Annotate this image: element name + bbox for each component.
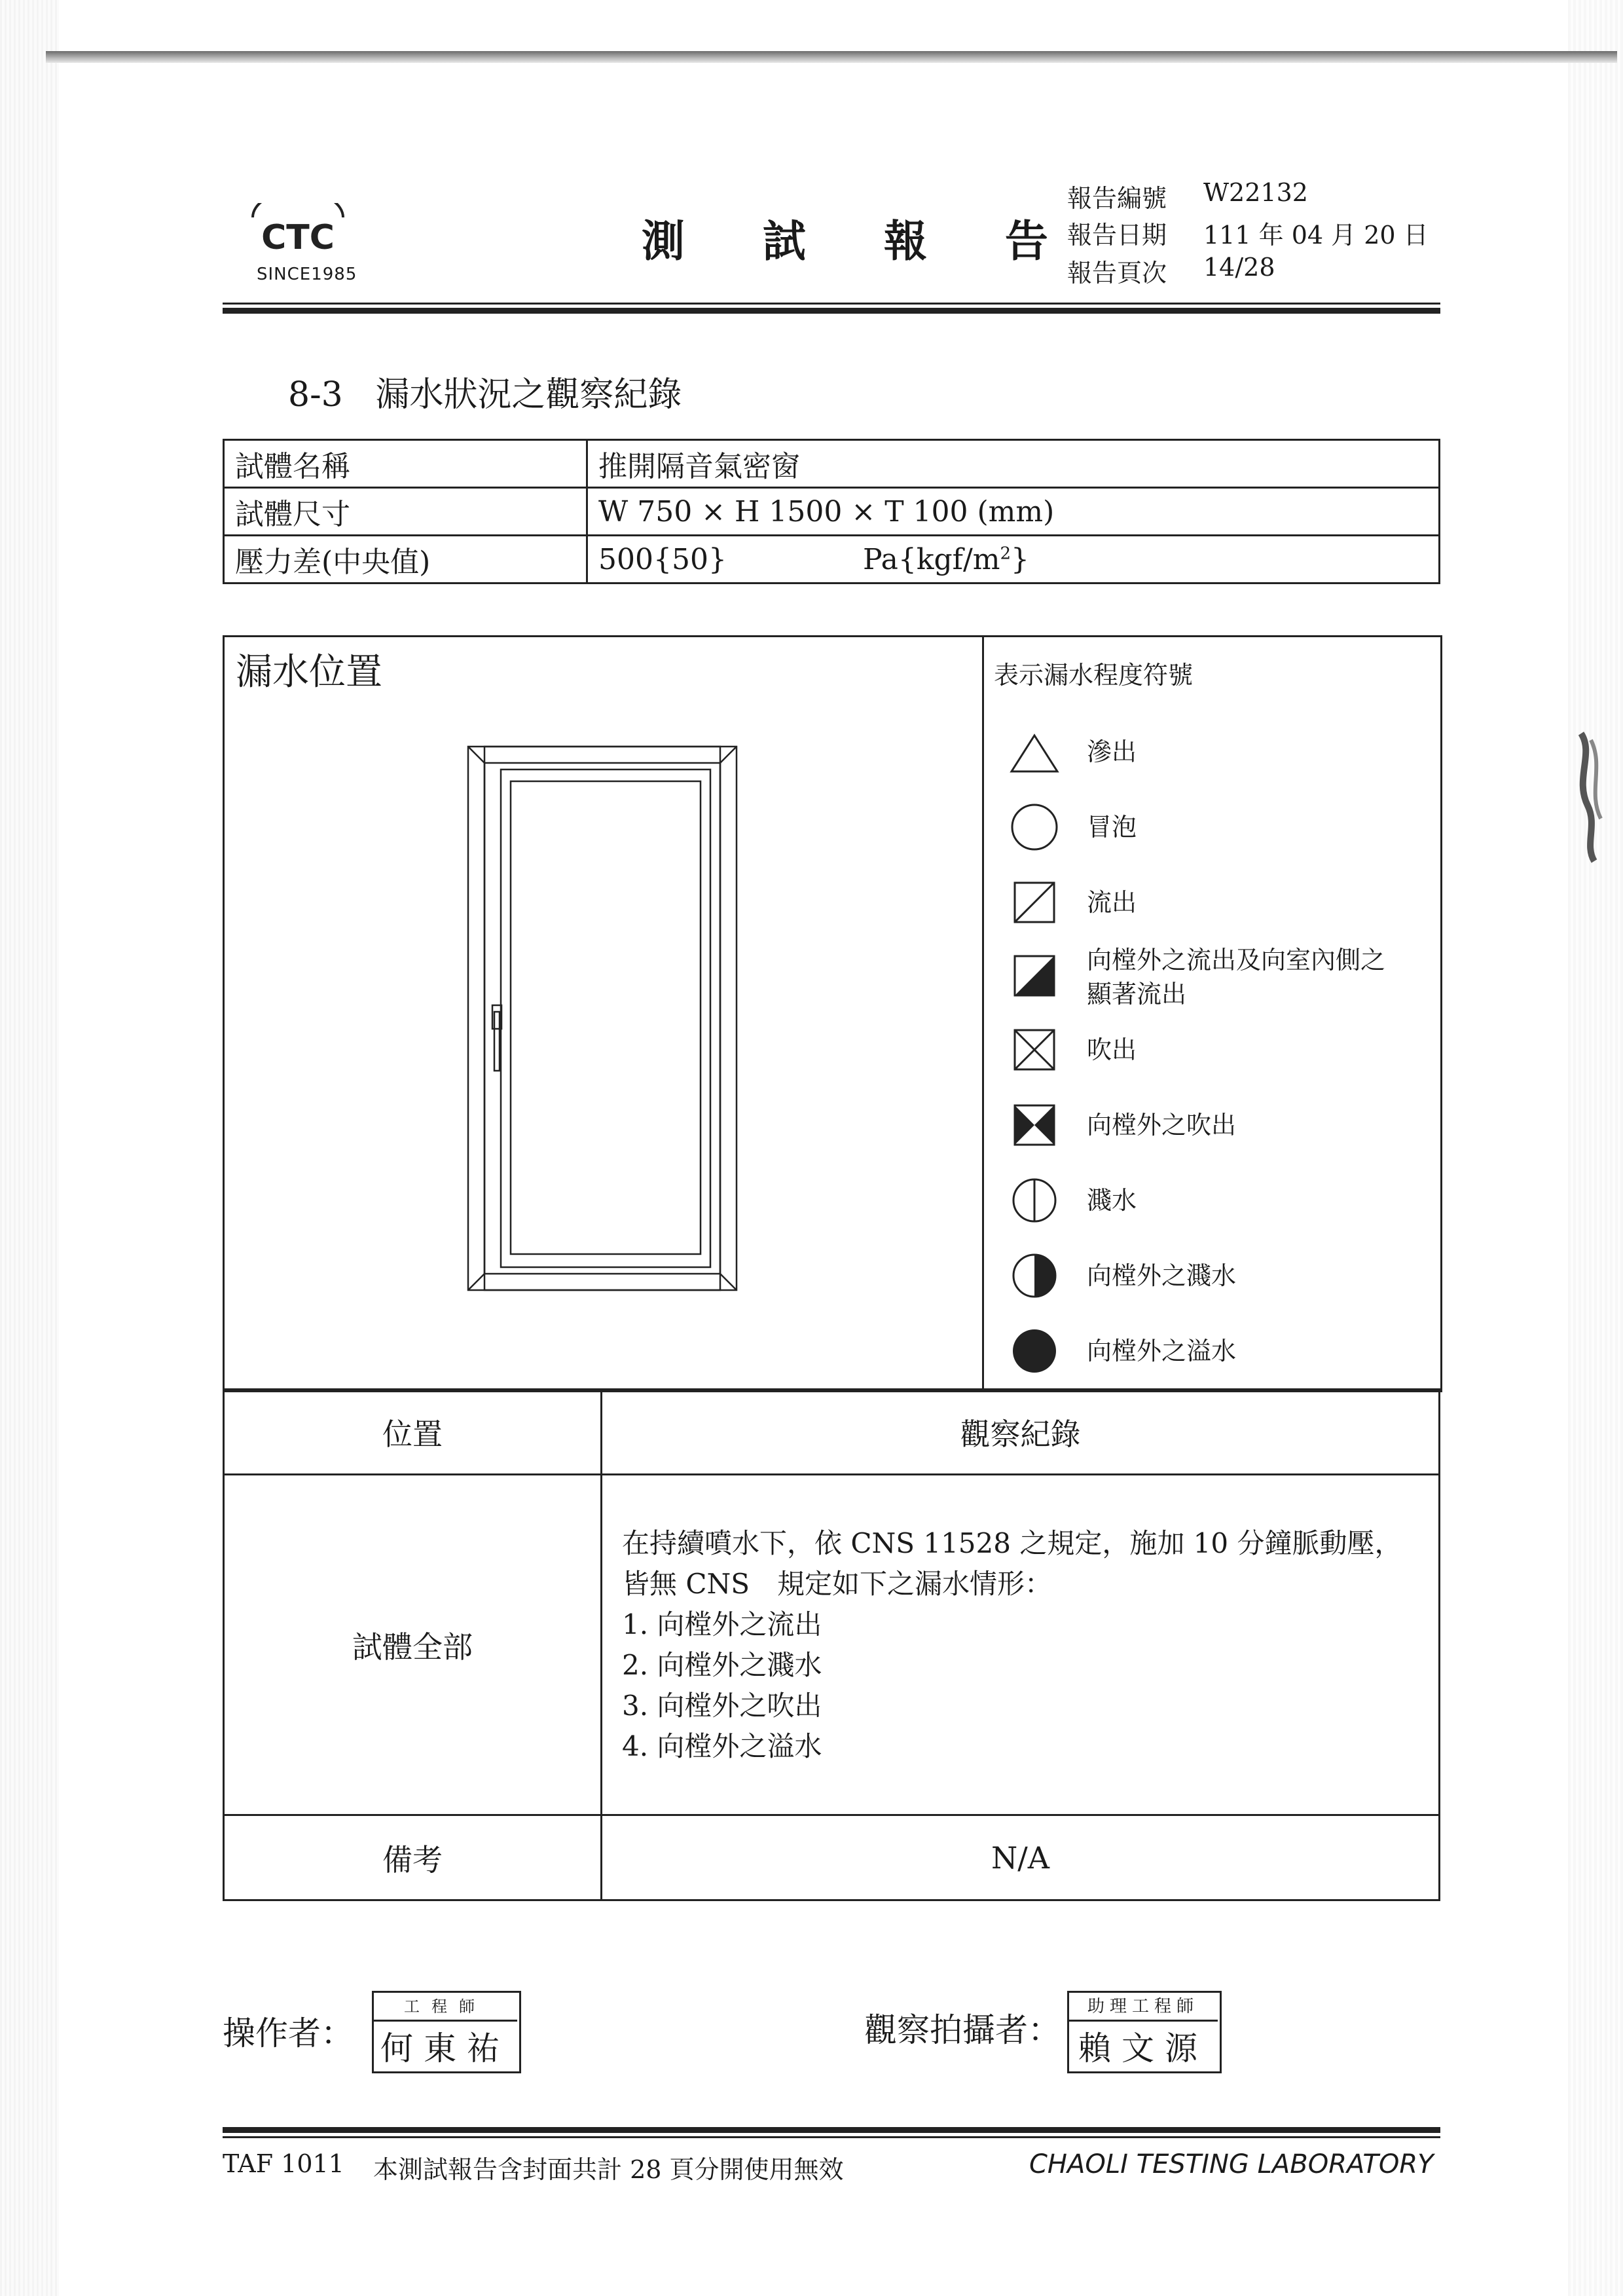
observation-position: 試體全部 <box>224 1475 602 1815</box>
observation-table <box>223 1388 1440 1901</box>
triangle-outline-icon <box>1008 726 1061 778</box>
report-number: W22132 <box>1203 178 1308 207</box>
legend-label-bubbling: 冒泡 <box>1087 813 1137 842</box>
legend-label-significant-outflow: 向樘外之流出及向室內側之 顯著流出 <box>1087 946 1386 1009</box>
circle-filled-icon <box>1008 1325 1061 1377</box>
table-header-row <box>224 1390 1440 1475</box>
footer-rule <box>223 2136 1440 2138</box>
footer-note: 本測試報告含封面共計 28 頁分開使用無效 <box>373 2155 844 2184</box>
square-half-filled-icon <box>1008 950 1061 1002</box>
column-header-position: 位置 <box>224 1390 602 1475</box>
pressure-unit: $Pa\{kgf/m^2\}$ <box>862 542 1030 576</box>
ctc-logo-icon <box>249 203 347 262</box>
circle-half-filled-icon <box>1008 1250 1061 1302</box>
header-rule <box>223 303 1440 305</box>
document-title: 測 試 報 告 <box>642 215 1080 267</box>
company-logo <box>249 203 354 265</box>
specimen-size-label: 試體尺寸 <box>224 488 587 536</box>
circle-vertical-line-icon <box>1008 1174 1061 1227</box>
report-date-label: 報告日期 <box>1067 221 1167 250</box>
operator-name: 何東祐 <box>380 2029 510 2067</box>
legend-title: 表示漏水程度符號 <box>994 661 1194 690</box>
svg-text:CTC: CTC <box>261 218 335 257</box>
section-number: 8-3 <box>288 375 343 415</box>
leak-position-box <box>223 635 1442 1392</box>
table-row <box>224 440 1440 488</box>
scan-edge-left <box>0 0 59 2296</box>
header-rule-thick <box>223 308 1440 314</box>
pressure-value: 500{50} <box>598 542 727 576</box>
specimen-size-value: W 750 × H 1500 × T 100 (mm) <box>587 488 1440 536</box>
observer-title: 助理工程師 <box>1068 1993 1218 2022</box>
remark-value: N/A <box>602 1815 1440 1900</box>
legend-label-outward-blowout: 向樘外之吹出 <box>1087 1111 1237 1139</box>
legend-label-seepage: 滲出 <box>1087 737 1137 766</box>
pressure-cell <box>587 536 1440 583</box>
leak-position-title: 漏水位置 <box>236 651 382 694</box>
report-page-label: 報告頁次 <box>1067 259 1167 287</box>
footer-rule-thick <box>223 2127 1440 2133</box>
specimen-name-label: 試體名稱 <box>224 440 587 488</box>
observation-record <box>602 1475 1440 1815</box>
scan-edge-right <box>1568 0 1623 2296</box>
section-heading: 漏水狀況之觀察紀錄 <box>375 375 682 415</box>
observation-line: 3. 向樘外之吹出 <box>622 1689 822 1722</box>
legend-label-blowout: 吹出 <box>1087 1035 1137 1064</box>
report-page: 14/28 <box>1203 253 1275 282</box>
legend-label-outward-splash: 向樘外之濺水 <box>1087 1261 1237 1290</box>
footer-lab-name: CHAOLI TESTING LABORATORY <box>1029 2149 1434 2179</box>
square-x-icon <box>1008 1024 1061 1076</box>
observation-line: 2. 向樘外之濺水 <box>622 1648 822 1681</box>
operator-label: 操作者： <box>223 2014 354 2052</box>
legend-label-overflow: 向樘外之溢水 <box>1087 1337 1237 1365</box>
operator-title: 工程師 <box>373 1993 517 2022</box>
table-row <box>224 1475 1440 1815</box>
square-diagonal-icon <box>1008 876 1061 929</box>
observation-line: 皆無 CNS 規定如下之漏水情形： <box>622 1567 1053 1600</box>
table-row <box>224 488 1440 536</box>
remark-label: 備考 <box>224 1815 602 1900</box>
observer-label: 觀察拍攝者： <box>864 2011 1061 2049</box>
circle-outline-icon <box>1008 801 1061 853</box>
scan-staple-mark <box>1568 727 1614 864</box>
logo-since: SINCE1985 <box>257 265 357 284</box>
legend-label-splash: 濺水 <box>1087 1186 1137 1215</box>
observation-line: 1. 向樘外之流出 <box>622 1608 822 1640</box>
window-elevation-drawing <box>458 737 746 1300</box>
square-bowtie-filled-icon <box>1008 1099 1061 1151</box>
observation-line: 4. 向樘外之溢水 <box>622 1730 822 1762</box>
leak-box-divider <box>982 635 984 1390</box>
specimen-name-value: 推開隔音氣密窗 <box>587 440 1440 488</box>
column-header-record: 觀察紀錄 <box>602 1390 1440 1475</box>
footer-form-code: TAF 1011 <box>223 2149 344 2178</box>
observation-line: 在持續噴水下，依 CNS 11528 之規定，施加 10 分鐘脈動壓， <box>622 1527 1402 1559</box>
specimen-info-table <box>223 439 1440 584</box>
report-date: 111 年 04 月 20 日 <box>1203 221 1429 250</box>
scan-edge-top <box>46 51 1617 63</box>
legend-label-outflow: 流出 <box>1087 888 1137 917</box>
section-title <box>288 367 682 416</box>
table-row <box>224 536 1440 583</box>
observer-name: 賴文源 <box>1078 2029 1208 2067</box>
report-number-label: 報告編號 <box>1067 184 1167 213</box>
table-row <box>224 1815 1440 1900</box>
pressure-label: 壓力差(中央值) <box>224 536 587 583</box>
